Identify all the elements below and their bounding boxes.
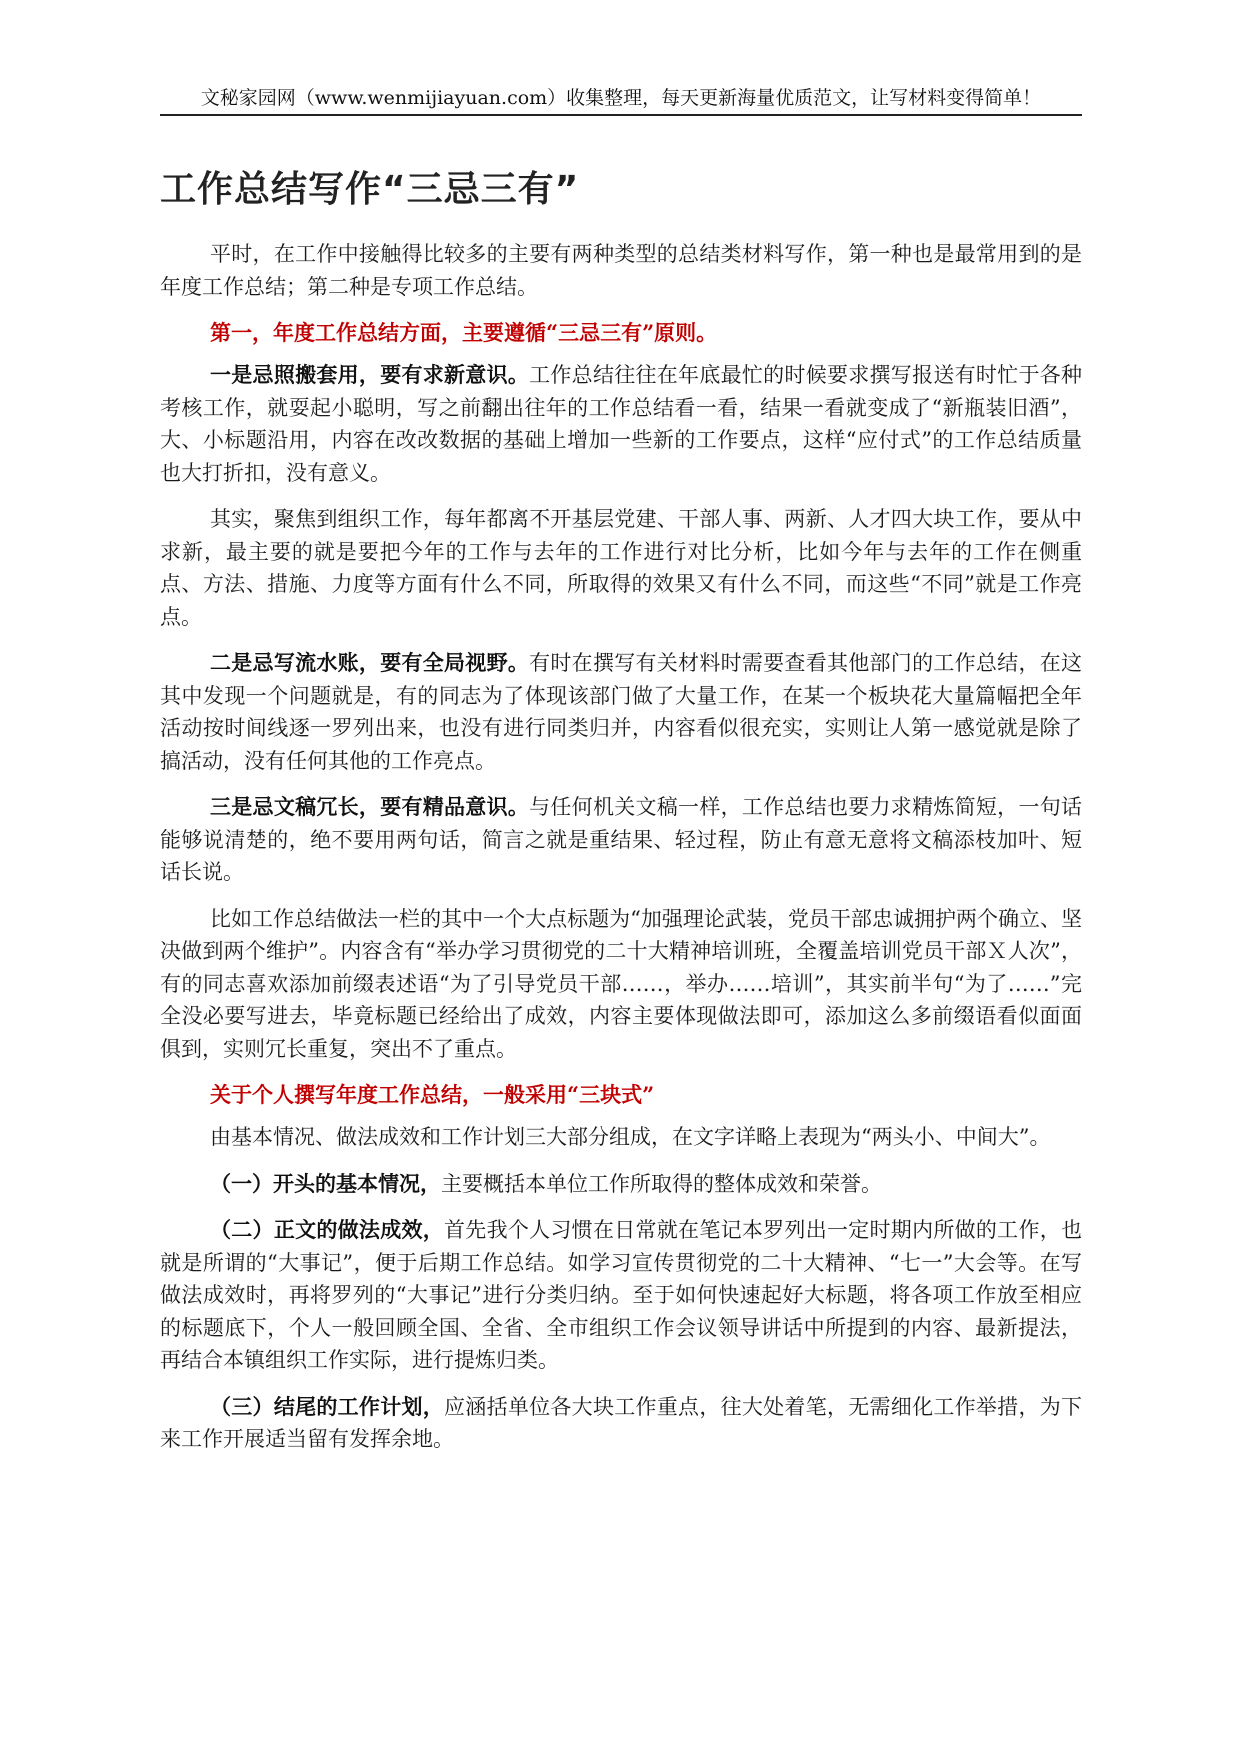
- section-heading-annual: 第一，年度工作总结方面，主要遵循“三忌三有”原则。: [210, 320, 718, 345]
- page-header: 文秘家园网（www.wenmijiayuan.com）收集整理，每天更新海量优质范文，让写材料变得简单！: [160, 84, 1082, 116]
- document-body: [160, 238, 1082, 1470]
- paragraph-point-two: [160, 647, 1082, 777]
- paragraph-example: 比如工作总结做法一栏的其中一个大点标题为“加强理论武装，党员干部忠诚拥护两个确立、坚决做到两个维护”。内容含有“举办学习贯彻党的二十大精神培训班，全覆盖培训党员干部Ｘ人次”，有的同志喜欢添加前缀表述语“为了引导党员干部……，举办……培训”，其实前半句“为了……”完全没必要写进去，毕竟标题已经给出了成效，内容主要体现做法即可，添加这么多前缀语看似面面俱到，实则冗长重复，突出不了重点。: [160, 906, 1082, 1061]
- part-two-body: 首先我个人习惯在日常就在笔记本罗列出一定时期内所做的工作，也就是所谓的“大事记”，便于后期工作总结。如学习宣传贯彻党的二十大精神、“七一”大会等。在写做法成效时，再将罗列的“大事记”进行分类归纳。至于如何快速起好大标题，将各项工作放至相应的标题底下，个人一般回顾全国、全省、全市组织工作会议领导讲话中所提到的内容、最新提法，再结合本镇组织工作实际，进行提炼归类。: [160, 1218, 1083, 1372]
- paragraph-part-two: [160, 1214, 1082, 1377]
- point-two-body: 有时在撰写有关材料时需要查看其他部门的工作总结，在这其中发现一个问题就是，有的同志为了体现该部门做了大量工作，在某一个板块花大量篇幅把全年活动按时间线逐一罗列出来，也没有进行同类归并，内容看似很充实，实则让人第一感觉就是除了搞活动，没有任何其他的工作亮点。: [160, 651, 1082, 773]
- paragraph-three-parts: 由基本情况、做法成效和工作计划三大部分组成，在文字详略上表现为“两头小、中间大”。: [210, 1125, 1051, 1149]
- point-three-lead: 三是忌文稿冗长，要有精品意识。: [210, 794, 530, 819]
- paragraph-point-one: [160, 359, 1082, 489]
- intro-paragraph: 平时，在工作中接触得比较多的主要有两种类型的总结类材料写作，第一种也是最常用到的是年度工作总结；第二种是专项工作总结。: [160, 242, 1082, 299]
- point-one-lead: 一是忌照搬套用，要有求新意识。: [210, 362, 530, 387]
- paragraph-part-three: [160, 1391, 1082, 1456]
- paragraph-organization-work: 其实，聚焦到组织工作，每年都离不开基层党建、干部人事、两新、人才四大块工作，要从中求新，最主要的就是要把今年的工作与去年的工作进行对比分析，比如今年与去年的工作在侧重点、方法、措施、力度等方面有什么不同，所取得的效果又有什么不同，而这些“不同”就是工作亮点。: [160, 507, 1082, 629]
- part-two-lead: （二）正文的做法成效，: [210, 1217, 445, 1242]
- page-title: 工作总结写作“三忌三有”: [160, 169, 580, 210]
- point-three-body: 与任何机关文稿一样，工作总结也要力求精炼简短，一句话能够说清楚的，绝不要用两句话，简言之就是重结果、轻过程，防止有意无意将文稿添枝加叶、短话长说。: [160, 795, 1082, 884]
- point-two-lead: 二是忌写流水账，要有全局视野。: [210, 650, 530, 675]
- paragraph-point-three: [160, 791, 1082, 889]
- part-one-lead: （一）开头的基本情况，: [210, 1170, 441, 1196]
- point-one-body: 工作总结往往在年底最忙的时候要求撰写报送有时忙于各种考核工作，就耍起小聪明，写之前翻出往年的工作总结看一看，结果一看就变成了“新瓶装旧酒”，大、小标题沿用，内容在改改数据的基础上增加一些新的工作要点，这样“应付式”的工作总结质量也大打折扣，没有意义。: [160, 363, 1082, 485]
- part-three-body: 应涵括单位各大块工作重点，往大处着笔，无需细化工作举措，为下来工作开展适当留有发挥余地。: [160, 1394, 1083, 1451]
- section-heading-personal: 关于个人撰写年度工作总结，一般采用“三块式”: [210, 1082, 655, 1107]
- part-one-body: 主要概括本单位工作所取得的整体成效和荣誉。: [441, 1171, 882, 1196]
- part-three-lead: （三）结尾的工作计划，: [210, 1393, 445, 1419]
- paragraph-part-one: [160, 1168, 1082, 1201]
